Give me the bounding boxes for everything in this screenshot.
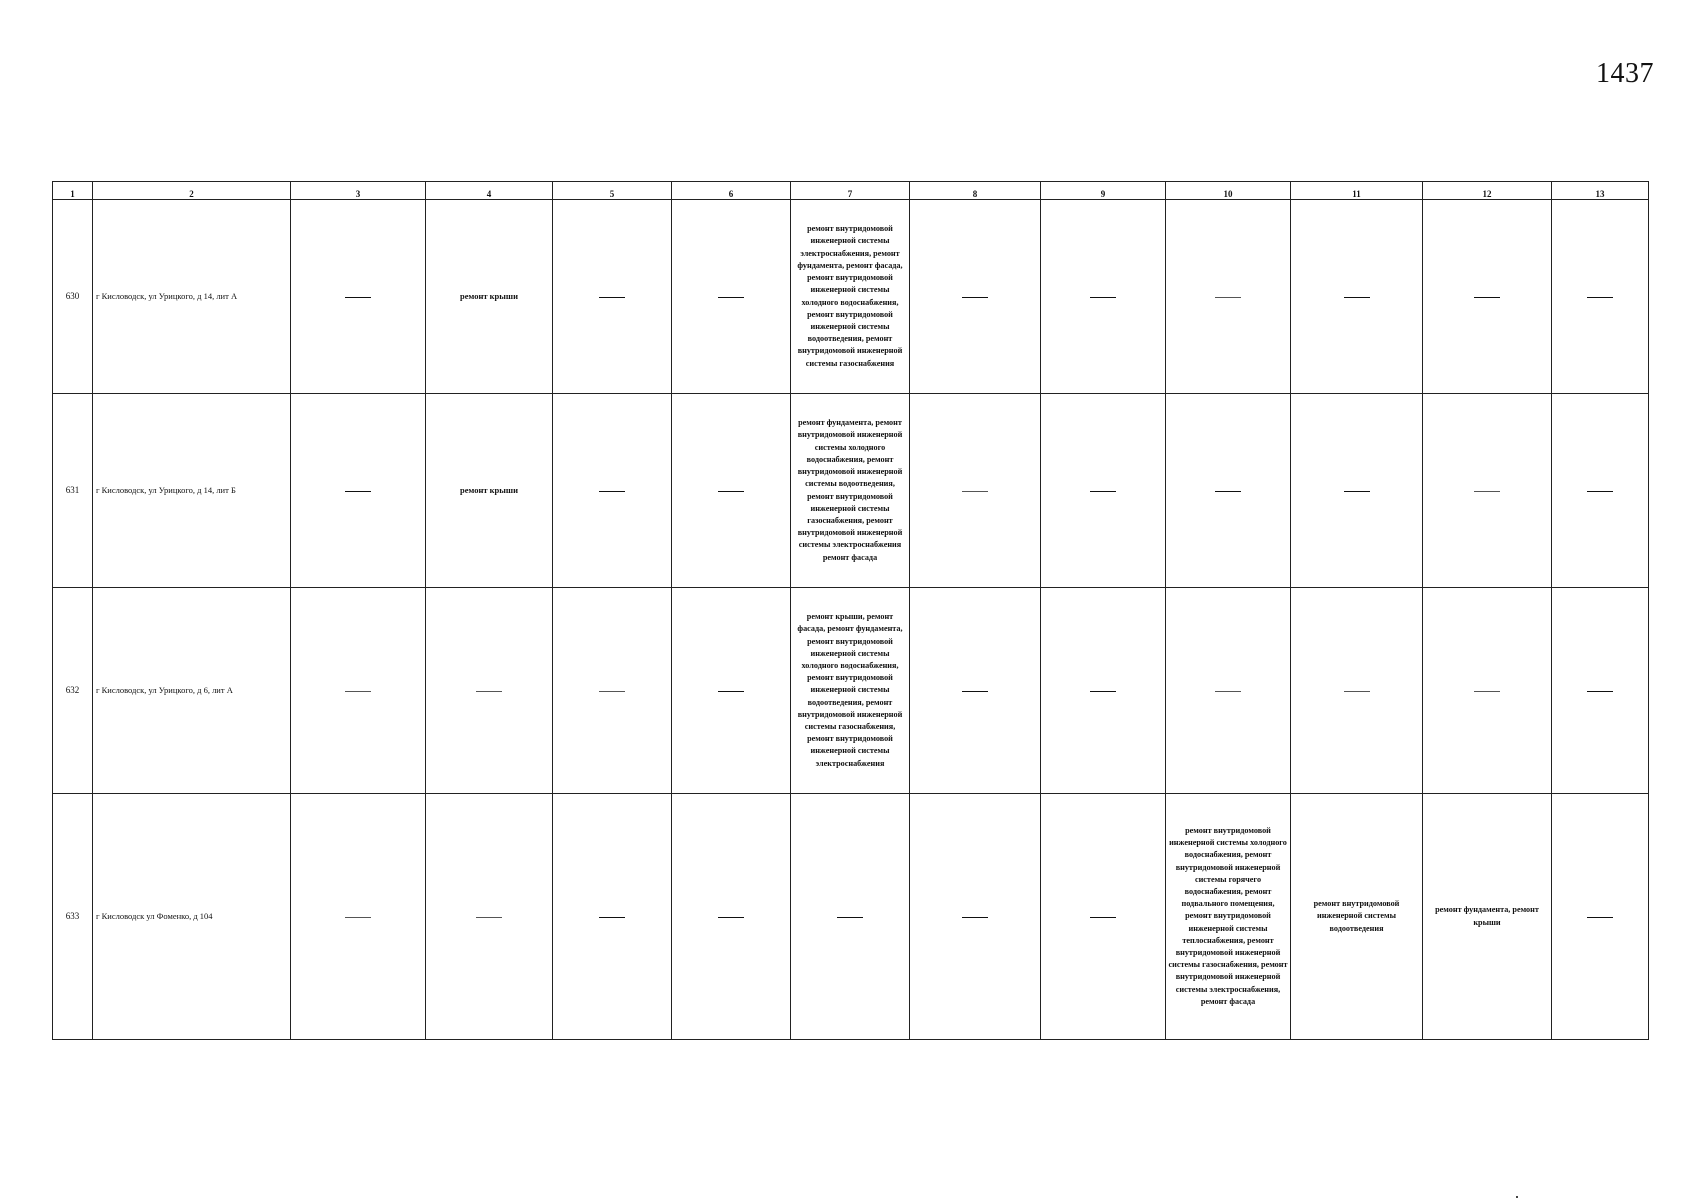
works-cell: ремонт фундамента, ремонт внутридомовой инженерной системы холодного водоснабжения, ремонт внутридомовой инженерной системы водоотведения, ремонт внутридомовой инженерной системы газоснабжения, ремонт внутридомовой инженерной системы электроснабжения ремонт фасада [791,394,910,588]
dash-mark [1090,691,1116,692]
table-row [53,588,1649,794]
dash-mark [1090,297,1116,298]
dash-mark [599,691,625,692]
dash-mark [1090,491,1116,492]
empty-cell [1291,394,1423,588]
dash-mark [1215,297,1241,298]
dash-mark [718,297,744,298]
column-number-header-row [53,182,1649,200]
column-header: 4 [426,182,553,200]
row-number: 630 [53,200,93,394]
empty-cell [1423,588,1552,794]
empty-cell [1552,200,1649,394]
dash-mark [962,491,988,492]
empty-cell [1423,394,1552,588]
works-cell: ремонт внутридомовой инженерной системы электроснабжения, ремонт фундамента, ремонт фасада, ремонт внутридомовой инженерной системы холодного водоснабжения, ремонт внутридомовой инженерной системы водоотведения, ремонт внутридомовой инженерной системы газоснабжения [791,200,910,394]
dash-mark [599,491,625,492]
dash-mark [1474,691,1500,692]
row-number: 631 [53,394,93,588]
dash-mark [1344,491,1370,492]
column-header: 6 [672,182,791,200]
empty-cell [1552,794,1649,1040]
empty-cell [1166,588,1291,794]
works-cell: ремонт фундамента, ремонт крыши [1423,794,1552,1040]
dash-mark [1344,691,1370,692]
table-row [53,794,1649,1040]
works-cell: ремонт внутридомовой инженерной системы водоотведения [1291,794,1423,1040]
dash-mark [962,691,988,692]
empty-cell [1041,394,1166,588]
column-header: 13 [1552,182,1649,200]
repair-schedule-table [52,181,1649,1040]
empty-cell [672,794,791,1040]
address-cell: г Кисловодск, ул Урицкого, д 14, лит Б [93,394,291,588]
dash-mark [476,917,502,918]
empty-cell [910,200,1041,394]
empty-cell [1041,588,1166,794]
empty-cell [1166,394,1291,588]
column-header: 7 [791,182,910,200]
page-number: 1437 [1596,58,1654,89]
empty-cell [426,794,553,1040]
empty-cell [1552,394,1649,588]
column-header: 1 [53,182,93,200]
column-header: 5 [553,182,672,200]
empty-cell [426,588,553,794]
dash-mark [1215,491,1241,492]
empty-cell [1423,200,1552,394]
works-cell: ремонт крыши [426,394,553,588]
works-cell: ремонт крыши [426,200,553,394]
dash-mark [345,297,371,298]
empty-cell [910,794,1041,1040]
works-cell: ремонт внутридомовой инженерной системы холодного водоснабжения, ремонт внутридомовой инженерной системы горячего водоснабжения, ремонт подвального помещения, ремонт внутридомовой инженерной системы теплоснабжения, ремонт внутридомовой инженерной системы газоснабжения, ремонт внутридомовой инженерной системы электроснабжения, ремонт фасада [1166,794,1291,1040]
dash-mark [1474,491,1500,492]
dash-mark [345,691,371,692]
column-header: 10 [1166,182,1291,200]
dash-mark [476,691,502,692]
column-header: 9 [1041,182,1166,200]
row-number: 633 [53,794,93,1040]
dash-mark [1474,297,1500,298]
address-cell: г Кисловодск, ул Урицкого, д 14, лит А [93,200,291,394]
dash-mark [1090,917,1116,918]
dash-mark [345,917,371,918]
empty-cell [1291,588,1423,794]
dash-mark [1587,491,1613,492]
empty-cell [553,588,672,794]
dash-mark [962,297,988,298]
empty-cell [672,200,791,394]
row-number: 632 [53,588,93,794]
dash-mark [1587,917,1613,918]
dash-mark [345,491,371,492]
address-cell: г Кисловодск ул Фоменко, д 104 [93,794,291,1040]
empty-cell [291,794,426,1040]
column-header: 3 [291,182,426,200]
dash-mark [718,917,744,918]
empty-cell [1041,794,1166,1040]
column-header: 2 [93,182,291,200]
empty-cell [553,394,672,588]
dash-mark [1344,297,1370,298]
scan-speck [1516,1196,1518,1198]
empty-cell [1041,200,1166,394]
dash-mark [718,691,744,692]
empty-cell [291,394,426,588]
empty-cell [910,588,1041,794]
empty-cell [672,588,791,794]
empty-cell [910,394,1041,588]
dash-mark [599,917,625,918]
empty-cell [1552,588,1649,794]
address-cell: г Кисловодск, ул Урицкого, д 6, лит А [93,588,291,794]
empty-cell [553,794,672,1040]
table-row [53,394,1649,588]
column-header: 8 [910,182,1041,200]
dash-mark [718,491,744,492]
column-header: 11 [1291,182,1423,200]
works-cell: ремонт крыши, ремонт фасада, ремонт фундамента, ремонт внутридомовой инженерной системы холодного водоснабжения, ремонт внутридомовой инженерной системы водоотведения, ремонт внутридомовой инженерной системы газоснабжения, ремонт внутридомовой инженерной системы электроснабжения [791,588,910,794]
dash-mark [1587,297,1613,298]
dash-mark [962,917,988,918]
dash-mark [1215,691,1241,692]
empty-cell [553,200,672,394]
empty-cell [672,394,791,588]
empty-cell [1291,200,1423,394]
column-header: 12 [1423,182,1552,200]
dash-mark [599,297,625,298]
empty-cell [291,588,426,794]
empty-cell [291,200,426,394]
empty-cell [791,794,910,1040]
empty-cell [1166,200,1291,394]
table-row [53,200,1649,394]
dash-mark [837,917,863,918]
dash-mark [1587,691,1613,692]
